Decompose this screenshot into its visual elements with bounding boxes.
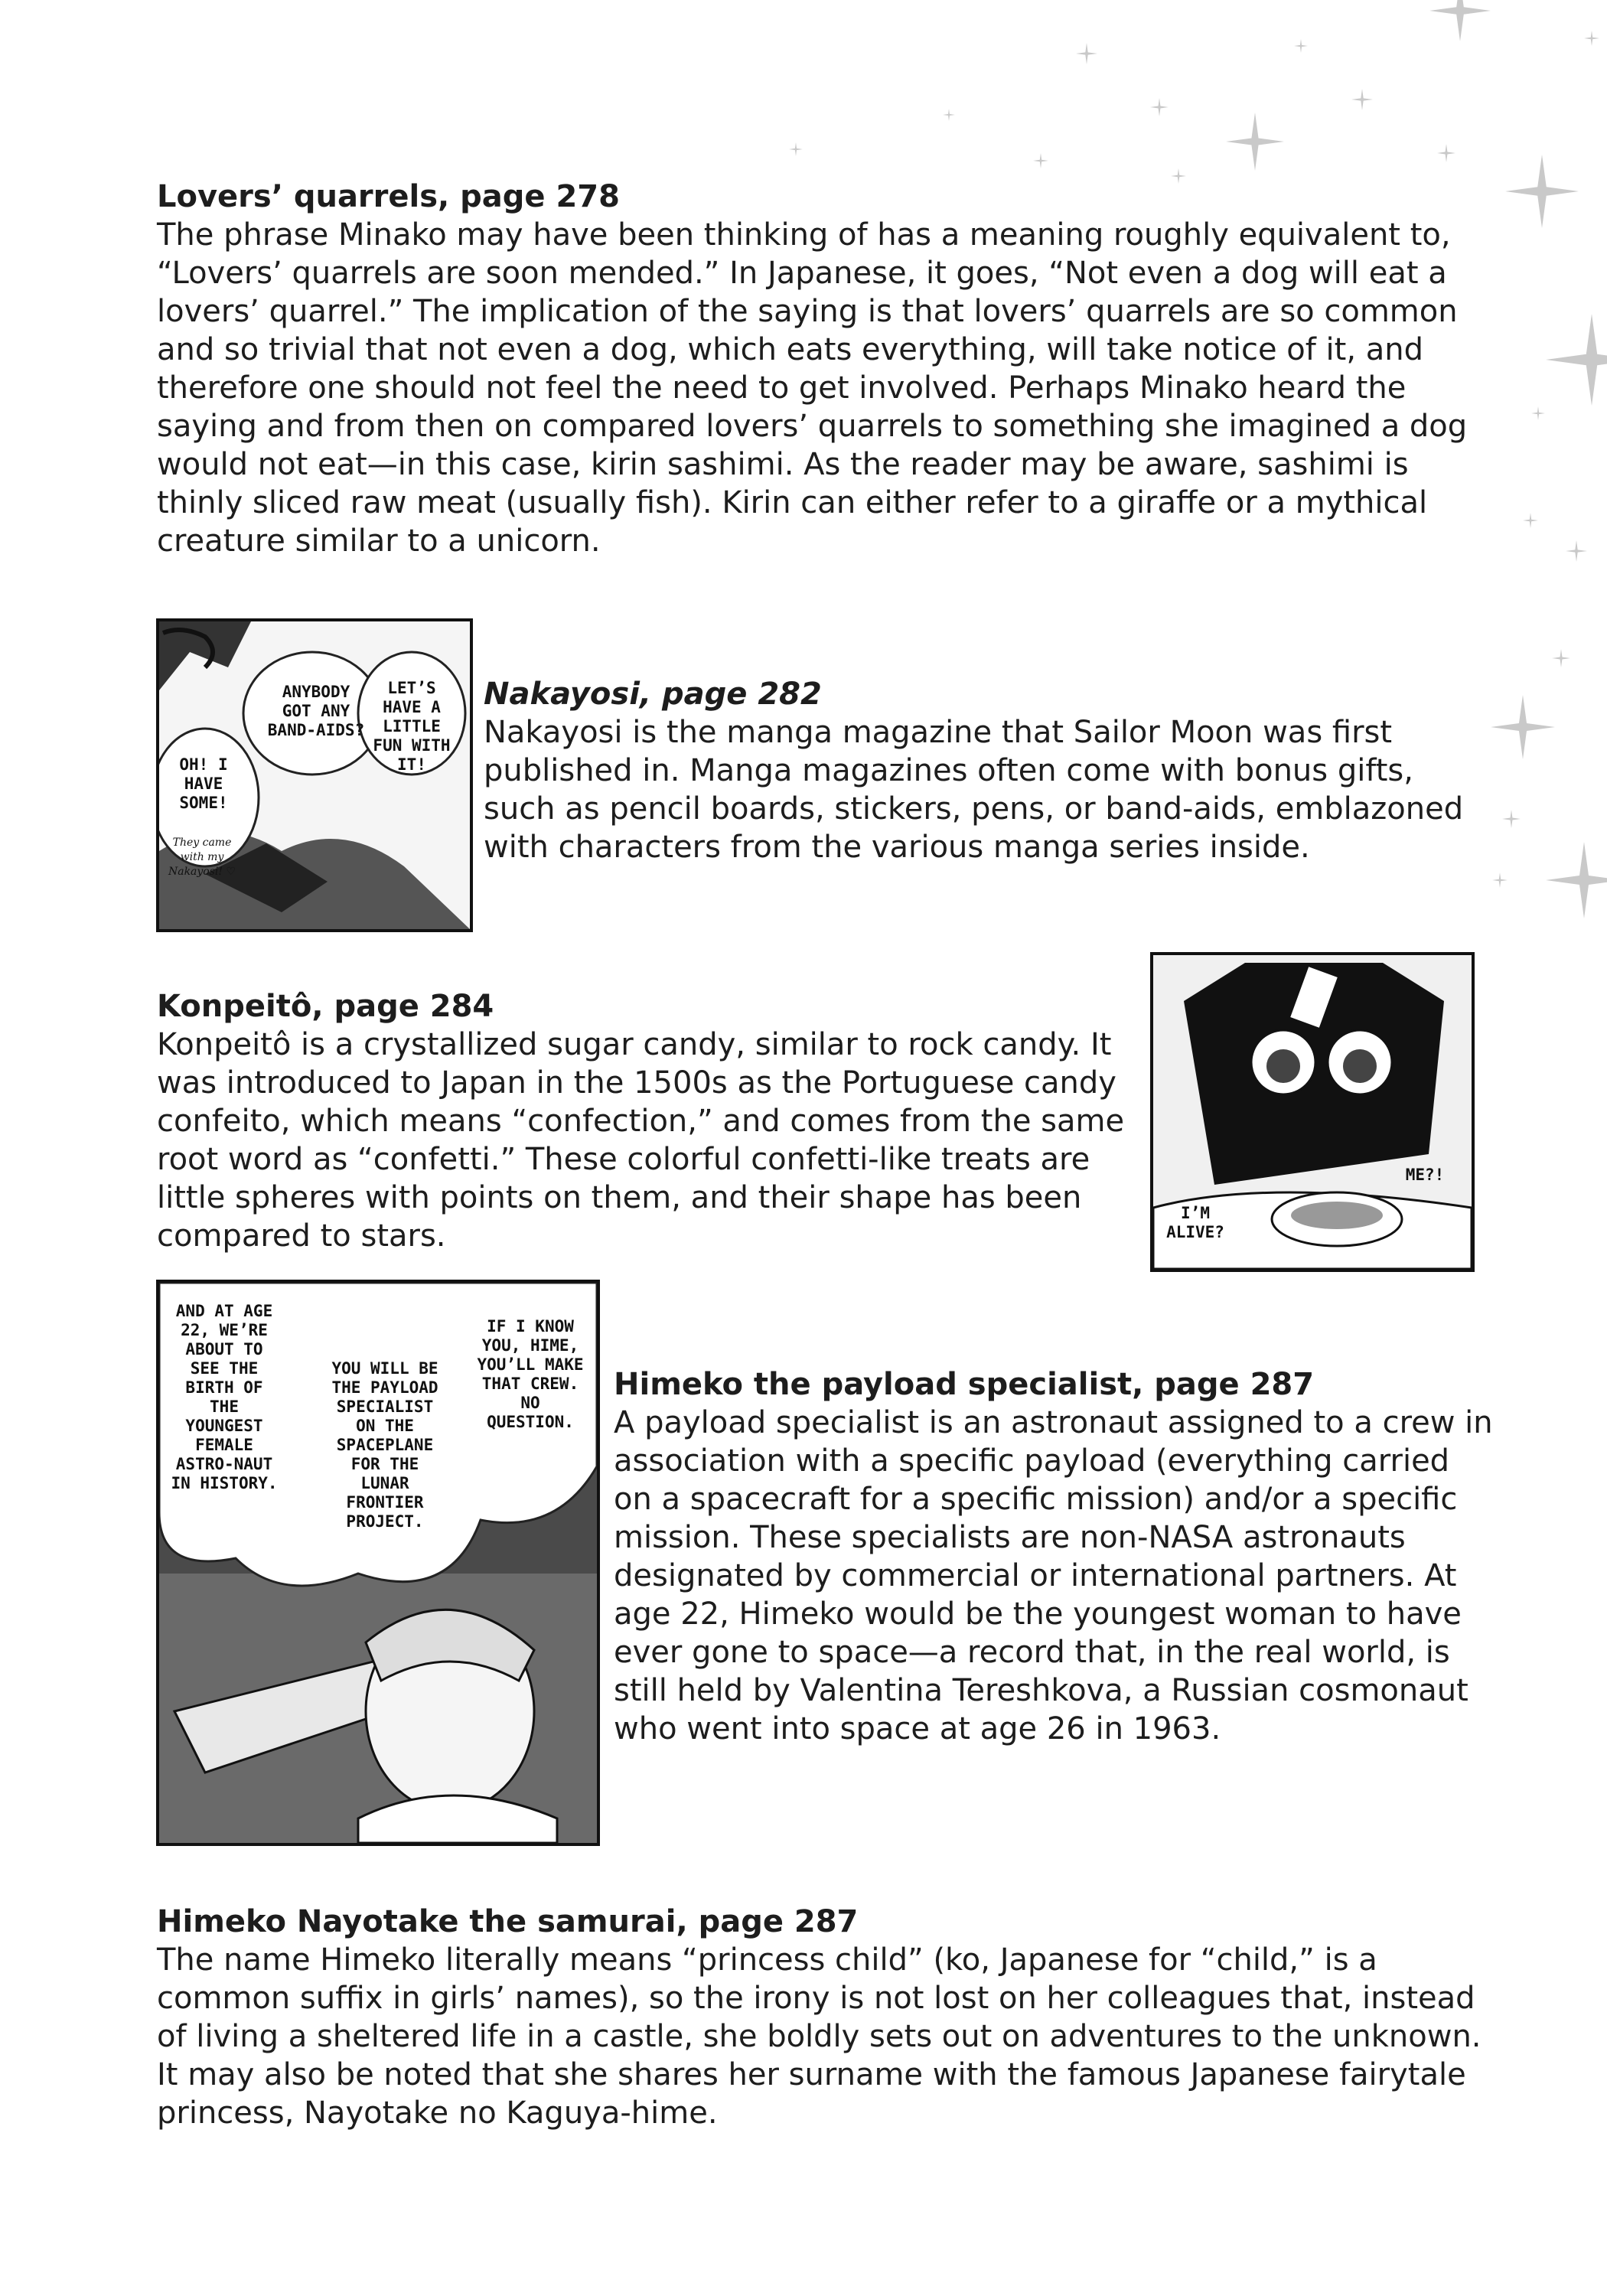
note-nakayosi bbox=[484, 675, 1494, 866]
speech-bubble: ANYBODY GOT ANY BAND-AIDS? bbox=[267, 683, 365, 739]
speech-bubble: LET’S HAVE A LITTLE FUN WITH IT! bbox=[373, 679, 451, 774]
speech-bubble: YOU WILL BE THE PAYLOAD SPECIALIST ON THE SPACEPLANE FOR THE LUNAR FRONTIER PROJECT. bbox=[331, 1359, 438, 1531]
speech-bubble: ME?! bbox=[1405, 1166, 1445, 1184]
note-himeko-samurai bbox=[157, 1903, 1496, 2132]
speech-bubble: IF I KNOW YOU, HIME, YOU’LL MAKE THAT CREW. NO QUESTION. bbox=[477, 1317, 584, 1431]
note-heading: Konpeitô, page 284 bbox=[157, 989, 494, 1024]
note-lovers-quarrels bbox=[157, 178, 1473, 560]
note-heading: Lovers’ quarrels, page 278 bbox=[157, 179, 620, 214]
manga-panel-himeko bbox=[156, 1280, 600, 1846]
note-payload-specialist bbox=[614, 1365, 1494, 1748]
note-heading: Himeko Nayotake the samurai, page 287 bbox=[157, 1904, 859, 1939]
speech-bubble: AND AT AGE 22, WE’RE ABOUT TO SEE THE BIRTH OF THE YOUNGEST FEMALE ASTRO-NAUT IN HISTORY. bbox=[171, 1302, 278, 1492]
note-body: Nakayosi is the manga magazine that Sailor Moon was first published in. Manga magazines often come with bonus gifts, such as pencil boards, stickers, pens, or band-aids, emblazoned with characters from the various manga series inside. bbox=[484, 715, 1464, 865]
speech-bubble: OH! I HAVE SOME! bbox=[179, 755, 228, 812]
note-heading: Himeko the payload specialist, page 287 bbox=[614, 1367, 1315, 1402]
note-body: Konpeitô is a crystallized sugar candy, similar to rock candy. It was introduced to Japan in the 1500s as the Portuguese candy confeito, which means “confection,” and comes from the same root word as “confetti.” These colorful confetti-like treats are little spheres with points on them, and their shape has been compared to stars. bbox=[157, 1027, 1125, 1254]
speech-bubble: I’M ALIVE? bbox=[1166, 1204, 1224, 1241]
manga-panel-bandaids bbox=[156, 618, 473, 932]
note-body: A payload specialist is an astronaut assigned to a crew in association with a specific payload (everything carried on a spacecraft for a specific mission) and/or a specific mission. These specialists are non-NASA astronauts designated by commercial or international partners. At age 22, Himeko would be the youngest woman to have ever gone to space—a record that, in the real world, is still held by Valentina Tereshkova, a Russian cosmonaut who went into space at age 26 in 1963. bbox=[614, 1405, 1493, 1746]
manga-panel-cat bbox=[1150, 952, 1475, 1272]
note-heading: Nakayosi, page 282 bbox=[484, 677, 822, 712]
note-body: The phrase Minako may have been thinking of has a meaning roughly equivalent to, “Lovers’ quarrels are soon mended.” In Japanese, it goes, “Not even a dog will eat a lovers’ quarrel.” The implication of the saying is that lovers’ quarrels are so common and so trivial that not even a dog, which eats everything, will take notice of it, and therefore one should not feel the need to get involved. Perhaps Minako heard the saying and from then on compared lovers’ quarrels to something she imagined a dog would not eat—in this case, kirin sashimi. As the reader may be aware, sashimi is thinly sliced raw meat (usually fish). Kirin can either refer to a giraffe or a mythical creature similar to a unicorn. bbox=[157, 217, 1468, 559]
note-body: The name Himeko literally means “princess child” (ko, Japanese for “child,” is a common suffix in girls’ names), so the irony is not lost on her colleagues that, instead of living a sheltered life in a castle, she boldly sets out on adventures to the unknown. It may also be noted that she shares her surname with the famous Japanese fairytale princess, Nayotake no Kaguya-hime. bbox=[157, 1942, 1482, 2131]
note-konpeito bbox=[157, 987, 1140, 1255]
speech-bubble: They came with my Nakayosi! ♡ bbox=[168, 837, 236, 878]
